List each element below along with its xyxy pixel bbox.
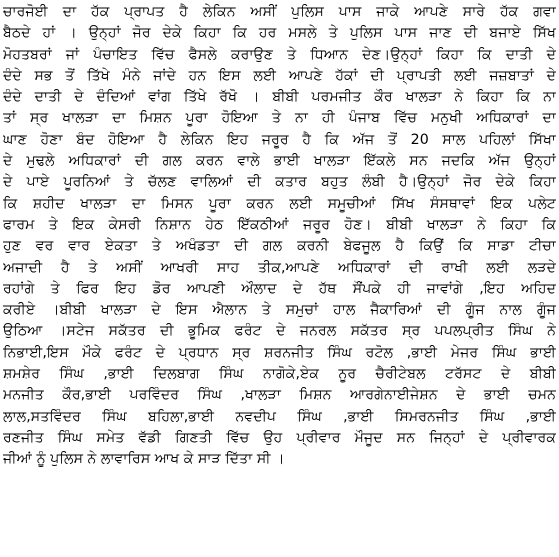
text-line: ਦੇ ਪਾਏ ਪੂਰਨਿਆਂ ਤੇ ਚੱਲਣ ਵਾਲਿਆਂ ਦੀ ਕਤਾਰ ਬਹੁਤ ਲੰਬੀ ਹੈ।ਉਨ੍ਹਾਂ ਜੋਰ ਦੇਕੇ ਕਿਹਾ bbox=[3, 174, 556, 191]
text-line: ਬੈਠਦੇ ਹਾਂ । ਉਨ੍ਹਾਂ ਜੋਰ ਦੇਕੇ ਕਿਹਾ ਕਿ ਹਰ ਮਸਲੇ ਤੇ ਪੁਲਿਸ ਪਾਸ ਜਾਣ ਦੀ ਬਜਾਏ ਸਿੱਖ bbox=[3, 25, 556, 42]
text-line: ਕਿ ਸ਼ਹੀਦ ਖਾਲੜਾ ਦਾ ਮਿਸਨ ਪੂਰਾ ਕਰਨ ਲਈ ਸਮੂਚੀਆਂ ਸਿੱਖ ਸੰਸਥਾਵਾਂ ਇਕ ਪਲੇਟ bbox=[3, 195, 556, 212]
text-line-last: ਜੀਆਂ ਨੂੰ ਪੁਲਿਸ ਨੇ ਲਾਵਾਰਿਸ ਆਖ ਕੇ ਸਾੜ ਦਿੱਤਾ ਸੀ । bbox=[3, 451, 285, 468]
text-line: ਰਣਜੀਤ ਸਿੰਘ ਸਮੇਤ ਵੱਡੀ ਗਿਣਤੀ ਵਿੱਚ ਉਹ ਪ੍ਰੀਵਾਰ ਮੌਜੂਦ ਸਨ ਜਿਨ੍ਹਾਂ ਦੇ ਪ੍ਰੀਵਾਰਕ bbox=[3, 429, 556, 446]
text-line: ਦੰਦੇ ਸਭ ਤੋਂ ਤਿੱਖੇ ਮੰਨੇ ਜਾਂਦੇ ਹਨ ਇਸ ਲਈ ਆਪਣੇ ਹੱਕਾਂ ਦੀ ਪ੍ਰਾਪਤੀ ਲਈ ਜਜ਼ਬਾਤਾਂ ਦੇ bbox=[3, 67, 556, 84]
text-line: ਨਿਭਾਈ,ਇਸ ਮੌਕੇ ਫਰੰਟ ਦੇ ਪ੍ਰਧਾਨ ਸ੍ਰ ਸ਼ਰਨਜੀਤ ਸਿੰਘ ਰਟੋਲ ,ਭਾਈ ਮੇਜਰ ਸਿੰਘ ਭਾਈ bbox=[3, 344, 556, 361]
text-line: ਲਾਲ,ਸਤਵਿੰਦਰ ਸਿੰਘ ਬਹਿਲਾ,ਭਾਈ ਨਵਦੀਪ ਸਿੰਘ ,ਭਾਈ ਸਿਮਰਨਜੀਤ ਸਿੰਘ ,ਭਾਈ bbox=[3, 408, 556, 425]
text-line: ਉਠਿਆ ।ਸਟੇਜ ਸਕੱਤਰ ਦੀ ਭੂਮਿਕ ਫਰੰਟ ਦੇ ਜਨਰਲ ਸਕੱਤਰ ਸ੍ਰ ਪਪਲਪ੍ਰੀਤ ਸਿੰਘ ਨੇ bbox=[3, 323, 556, 340]
text-line: ਤਾਂ ਸ੍ਰ ਖਾਲੜਾ ਦਾ ਮਿਸ਼ਨ ਪੂਰਾ ਹੋਇਆ ਤੇ ਨਾ ਹੀ ਪੰਜਾਬ ਵਿੱਚ ਮਨੁਖੀ ਅਧਿਕਾਰਾਂ ਦਾ bbox=[3, 110, 556, 127]
text-line: ਮਨਜੀਤ ਕੌਰ,ਭਾਈ ਪਰਵਿੰਦਰ ਸਿੰਘ ,ਖਾਲੜਾ ਮਿਸ਼ਨ ਆਰਗੇਨਾਈਜੇਸ਼ਨ ਦੇ ਭਾਈ ਚਮਨ bbox=[3, 387, 556, 404]
text-line: ਚਾਰਜੋਈ ਦਾ ਹੱਕ ਪ੍ਰਾਪਤ ਹੈ ਲੇਕਿਨ ਅਸੀਂ ਪੁਲਿਸ ਪਾਸ ਜਾਕੇ ਆਪਣੇ ਸਾਰੇ ਹੱਕ ਗਵਾ bbox=[3, 4, 556, 20]
text-line: ਘਾਣ ਹੋਣਾ ਬੰਦ ਹੋਇਆ ਹੈ ਲੇਕਿਨ ਇਹ ਜਰੂਰ ਹੈ ਕਿ ਅੱਜ ਤੋਂ 20 ਸਾਲ ਪਹਿਲਾਂ ਸਿੱਖਾ bbox=[3, 131, 556, 148]
text-line: ਦੰਦੇ ਦਾਤੀ ਦੇ ਦੰਦਿਆਂ ਵਾਂਗ ਤਿੱਖੇ ਰੱਖੋ । ਬੀਬੀ ਪਰਮਜੀਤ ਕੌਰ ਖਾਲੜਾ ਨੇ ਕਿਹਾ ਕਿ ਨਾ bbox=[3, 89, 556, 106]
text-line: ਰਹਾਂਗੇ ਤੇ ਫਿਰ ਇਹ ਡੋਰ ਆਪਣੀ ਔਲਾਦ ਦੇ ਹੱਥ ਸੌਂਪਕੇ ਹੀ ਜਾਵਾਂਗੇ ,ਇਹ ਅਹਿਦ bbox=[3, 280, 556, 297]
text-line: ਅਜਾਦੀ ਹੈ ਤੇ ਅਸੀਂ ਆਖਰੀ ਸਾਹ ਤੀਕ,ਆਪਣੇ ਅਧਿਕਾਰਾਂ ਦੀ ਰਾਖੀ ਲਈ ਲੜਦੇ bbox=[3, 259, 556, 276]
document-body bbox=[3, 2, 556, 471]
text-line: ਕਰੀਏ ।ਬੀਬੀ ਖਾਲੜਾ ਦੇ ਇਸ ਐਲਾਨ ਤੇ ਸਮੁਚਾਂ ਹਾਲ ਜੈਕਾਰਿਆਂ ਦੀ ਗੂੰਜ ਨਾਲ ਗੂੰਜ bbox=[3, 302, 556, 319]
text-line: ਹੁਣ ਵਰ ਵਾਰ ਏਕਤਾ ਤੇ ਅਖੰਡਤਾ ਦੀ ਗਲ ਕਰਨੀ ਬੇਫਜੂਲ ਹੈ ਕਿਉਂ ਕਿ ਸਾਡਾ ਟੀਚਾ bbox=[3, 238, 556, 255]
text-line: ਮੋਹਤਬਰਾਂ ਜਾਂ ਪੰਚਾਇਤ ਵਿੱਚ ਫੈਸਲੇ ਕਰਾਉਣ ਤੇ ਧਿਆਨ ਦੇਣ।ਉਨ੍ਹਾਂ ਕਿਹਾ ਕਿ ਦਾਤੀ ਦੇ bbox=[3, 46, 556, 63]
text-line: ਦੇ ਮੁਢਲੇ ਅਧਿਕਾਰਾਂ ਦੀ ਗਲ ਕਰਨ ਵਾਲੇ ਭਾਈ ਖਾਲੜਾ ਇੱਕਲੇ ਸਨ ਜਦਕਿ ਅੱਜ ਉਨ੍ਹਾਂ bbox=[3, 153, 556, 170]
text-line: ਫਾਰਮ ਤੇ ਇਕ ਕੇਸਰੀ ਨਿਸ਼ਾਨ ਹੇਠ ਇੱਕਠੀਆਂ ਜਰੂਰ ਹੋਣ। ਬੀਬੀ ਖਾਲੜਾ ਨੇ ਕਿਹਾ ਕਿ bbox=[3, 216, 556, 233]
text-line: ਸ਼ਮਸ਼ੇਰ ਸਿੰਘ ,ਭਾਈ ਦਿਲਬਾਗ ਸਿੰਘ ਨਾਗੋਕੇ,ਏਕ ਨੂਰ ਚੈਰੀਟੇਬਲ ਟਰੱਸਟ ਦੇ ਬੀਬੀ bbox=[3, 366, 556, 383]
